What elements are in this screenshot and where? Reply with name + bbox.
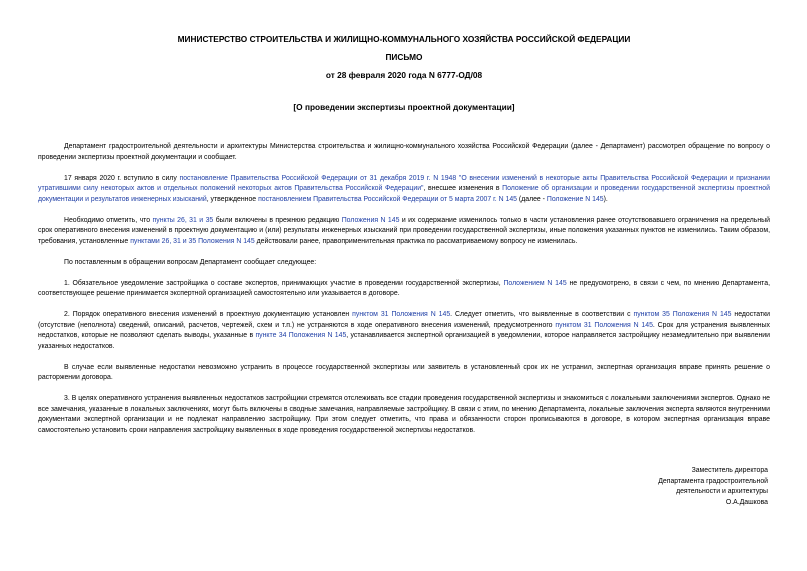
document-subject: [О проведении экспертизы проектной документации] (293, 102, 515, 112)
text: (далее - (517, 195, 547, 203)
text: 1. Обязательное уведомление застройщика о составе экспертов, принимающих участие в проведении государственной экспертизы, (64, 279, 504, 287)
link-clauses-26-31-35-regulation[interactable]: пунктами 26, 31 и 35 Положения N 145 (130, 237, 255, 245)
link-regulation-145[interactable]: Положение N 145 (546, 195, 604, 203)
link-clauses-26-31-35[interactable]: пункты 26, 31 и 35 (152, 216, 214, 224)
link-clause-31[interactable]: пунктом 31 Положения N 145 (352, 311, 451, 318)
text: , устанавливается экспертной организацией в уведомлении, которое направляется застройщику незамедлительно при выявлении указанных недостатков. (38, 332, 771, 350)
text: , утвержденное (206, 195, 259, 203)
text: , внесшее изменения в (423, 185, 503, 192)
signature-name: О.А.Дашкова (725, 498, 768, 506)
text: . Следует отметить, что выявленные в соответствии с (450, 311, 634, 318)
text: были включены в прежнюю редакцию (213, 216, 342, 224)
link-clause-34[interactable]: пункте 34 Положения N 145 (255, 332, 347, 339)
document-type: ПИСЬМО (385, 52, 423, 62)
text: не предусмотрено, в связи с чем, по мнению Департамента, соответствующее решение принимается экспертной организацией самостоятельно или указывается в договоре. (38, 279, 770, 297)
text: В случае если выявленные недостатки невозможно устранить в процессе государственной экспертизы или заявитель в установленный срок их не устранил, экспертная организация вправе принять решение о расторжении договора. (38, 363, 770, 381)
paragraph-item-2 (38, 310, 770, 352)
paragraph-clauses (38, 216, 770, 248)
paragraph-termination (38, 363, 770, 384)
signature-block (658, 466, 768, 508)
paragraph-decree (38, 174, 770, 206)
text: 2. Порядок оперативного внесения изменений в проектную документацию установлен (64, 311, 353, 318)
text: Департамент градостроительной деятельности и архитектуры Министерства строительства и жилищно-коммунального хозяйства Российской Федерации (далее - Департамент) рассмотрел обращение по вопросу о проведении экспертизы проектной документации и сообщает. (38, 143, 770, 161)
signature-department: Департамента градостроительной (658, 477, 768, 485)
link-clause-31[interactable]: пунктом 31 Положения N 145 (555, 321, 653, 329)
paragraph-item-1 (38, 279, 770, 300)
ministry-title: МИНИСТЕРСТВО СТРОИТЕЛЬСТВА И ЖИЛИЩНО-КОММУНАЛЬНОГО ХОЗЯЙСТВА РОССИЙСКОЙ ФЕДЕРАЦИИ (177, 34, 631, 44)
signature-department-cont: деятельности и архитектуры (676, 488, 768, 495)
signature-position: Заместитель директора (691, 467, 768, 474)
text: 3. В целях оперативного устранения выявленных недостатков застройщики стремятся отслеживать все стадии проведения государственной экспертизы и знакомиться с локальными заключениями экспертов. Однако не все замечания, указанные в локальных заключениях, могут быть включены в сводные замечания, направляемые застройщику. В связи с этим, по мнению Департамента, локальные заключения эксперта являются внутренними документами экспертной организации и не подлежат направлению застройщику. При этом следует отметить, что права и обязанности сторон прописываются в договоре, в котором экспертная организация вправе самостоятельно установить сроки направления застройщику выявленных в ходе проведения государственной экспертизы недостатков. (38, 395, 770, 434)
document-date-number: от 28 февраля 2020 года N 6777-ОД/08 (325, 70, 483, 80)
link-decree-1948[interactable]: постановление Правительства Российской Федерации от 31 декабря 2019 г. N 1948 "О внесении изменений в некоторые акты Правительства Российской Федерации и признании утратившими силу некоторых актов и отдельных положений некоторых актов Правительства Российской Федерации" (38, 174, 770, 192)
link-regulation-expertise[interactable]: Положение об организации и проведении государственной экспертизы проектной документации и результатов инженерных изысканий (38, 185, 770, 203)
paragraph-lead-in (38, 258, 770, 269)
link-regulation-145[interactable]: Положения N 145 (341, 216, 400, 224)
text: Необходимо отметить, что (64, 216, 153, 224)
text: ). (603, 195, 608, 203)
text: недостатки (отсутствие (неполнота) сведений, описаний, расчетов, чертежей, схем и т.п.) не устраняются в ходе оперативного внесения изменений, предусмотренного (38, 311, 770, 329)
link-decree-145[interactable]: постановлением Правительства Российской Федерации от 5 марта 2007 г. N 145 (258, 195, 518, 203)
paragraph-item-3 (38, 394, 770, 436)
text: По поставленным в обращении вопросам Департамент сообщает следующее: (64, 258, 317, 266)
text: . Срок для устранения выявленных недостатков, которые не позволяют сделать выводы, указанные в (38, 321, 770, 339)
paragraph-intro (38, 142, 770, 163)
text: и их содержание изменилось только в части установления ранее отсутствовавшего ограничения на предельный срок оперативного внесения изменений в проектную документацию и (или) результаты инженерных изысканий при проведении государственной экспертизы, иные положения указанных пунктов не изменились. Таким образом, требования, установленные (38, 216, 770, 245)
link-clause-35[interactable]: пунктом 35 Положения N 145 (633, 311, 732, 318)
text: 17 января 2020 г. вступило в силу (64, 174, 180, 182)
document-body (38, 142, 770, 447)
text: действовали ранее, правоприменительная практика по рассматриваемому вопросу не изменилась. (254, 237, 578, 245)
link-regulation-145[interactable]: Положением N 145 (503, 279, 567, 287)
